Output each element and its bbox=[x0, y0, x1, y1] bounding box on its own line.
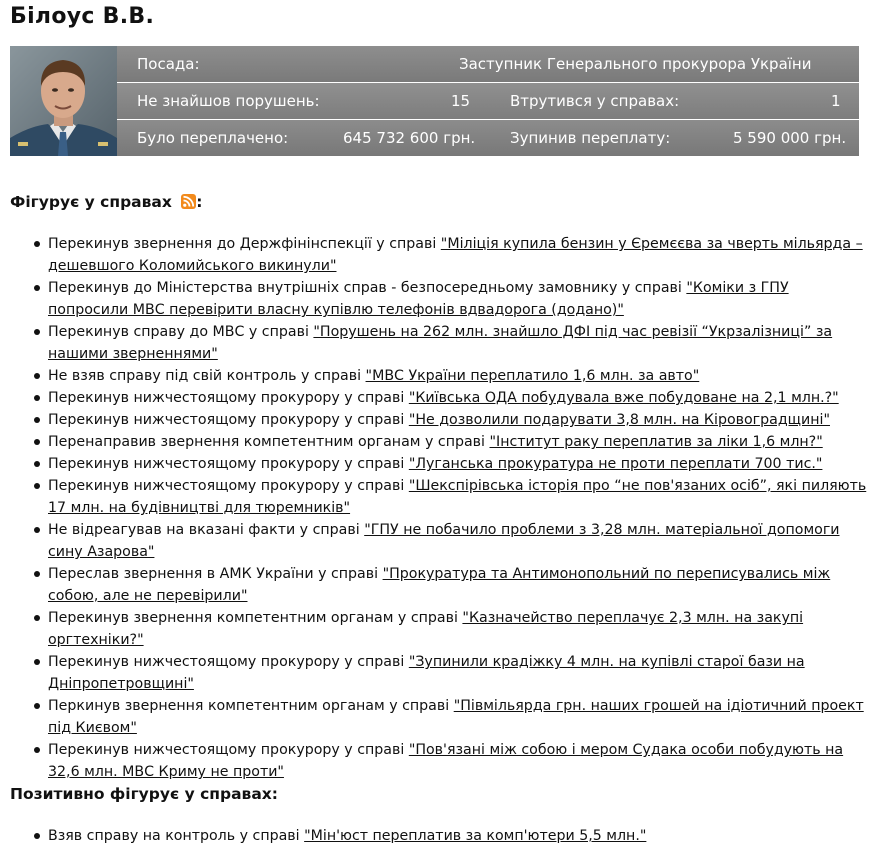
stopped-value: 5 590 000 грн. bbox=[733, 129, 847, 147]
profile-info bbox=[117, 46, 859, 156]
list-item bbox=[10, 321, 870, 365]
cases-section-label: Фігурує у справах bbox=[10, 193, 172, 211]
case-link[interactable]: "Шекспірівська історія про “не пов'язаних осіб”, які пиляють 17 млн. на будівництві для тюремників" bbox=[48, 478, 867, 516]
case-link[interactable]: "Не дозволили подарувати 3,8 млн. на Кіровоградщині" bbox=[408, 412, 830, 428]
case-action-text: Перекинув нижчестоящому прокурору у справі bbox=[48, 456, 409, 472]
case-action-text: Перекинув нижчестоящому прокурору у справі bbox=[48, 742, 409, 758]
case-action-text: Перекинув звернення до Держфінінспекції у справі bbox=[48, 236, 441, 252]
list-item bbox=[10, 365, 870, 387]
case-action-text: Перекинув до Міністерства внутрішніх справ - безпосередньому замовнику у справі bbox=[48, 280, 687, 296]
list-item bbox=[10, 519, 870, 563]
case-link[interactable]: "Прокуратура та Антимонопольний по переписувались між собою, але не перевірили" bbox=[48, 566, 831, 604]
positive-cases-list bbox=[10, 825, 870, 847]
case-link[interactable]: "Зупинили крадіжку 4 млн. на купівлі старої бази на Дніпропетровщині" bbox=[48, 654, 805, 692]
list-item bbox=[10, 409, 870, 431]
positive-section-title: Позитивно фігурує у справах: bbox=[10, 785, 278, 803]
case-action-text: Перекинув справу до МВС у справі bbox=[48, 324, 314, 340]
position-value: Заступник Генерального прокурора України bbox=[459, 55, 812, 73]
position-label: Посада: bbox=[137, 55, 200, 73]
case-action-text: Перекинув звернення компетентним органам у справі bbox=[48, 610, 463, 626]
case-link[interactable]: "Казначейство переплачує 2,3 млн. на закупі оргтехніки?" bbox=[48, 610, 804, 648]
list-item bbox=[10, 277, 870, 321]
case-action-text: Перенаправив звернення компетентним органам у справі bbox=[48, 434, 490, 450]
avatar bbox=[10, 46, 117, 156]
case-action-text: Не взяв справу під свій контроль у справі bbox=[48, 368, 366, 384]
case-link[interactable]: "ГПУ не побачило проблеми з 3,28 млн. матеріальної допомоги сину Азарова" bbox=[48, 522, 840, 560]
case-action-text: Перекинув нижчестоящому прокурору у справі bbox=[48, 390, 409, 406]
case-action-text: Не відреагував на вказані факти у справі bbox=[48, 522, 365, 538]
profile-card bbox=[10, 46, 859, 156]
list-item bbox=[10, 233, 870, 277]
case-link[interactable]: "Коміки з ГПУ попросили МВС перевірити власну купівлю телефонів вдвадорога (додано)" bbox=[48, 280, 789, 318]
overpaid-label: Було переплачено: bbox=[137, 129, 289, 147]
list-item bbox=[10, 651, 870, 695]
stats-row-2 bbox=[117, 120, 859, 156]
case-link[interactable]: "Інститут раку переплатив за ліки 1,6 млн?" bbox=[489, 434, 823, 450]
intervened-value: 1 bbox=[831, 92, 841, 110]
case-link[interactable]: "Пов'язані між собою і мером Судака особи побудують на 32,6 млн. МВС Криму не проти" bbox=[48, 742, 844, 780]
case-link[interactable]: "Луганська прокуратура не проти переплати 700 тис." bbox=[408, 456, 823, 472]
no-violations-value: 15 bbox=[451, 92, 471, 110]
case-action-text: Взяв справу на контроль у справі bbox=[48, 828, 305, 844]
list-item bbox=[10, 475, 870, 519]
case-link[interactable]: "Півмільярда грн. наших грошей на ідіотичний проект під Києвом" bbox=[48, 698, 864, 736]
list-item bbox=[10, 607, 870, 651]
case-action-text: Перекинув нижчестоящому прокурору у справі bbox=[48, 654, 409, 670]
list-item bbox=[10, 431, 870, 453]
case-action-text: Перекинув нижчестоящому прокурору у справі bbox=[48, 412, 409, 428]
no-violations-label: Не знайшов порушень: bbox=[137, 92, 320, 110]
page-title: Білоус В.В. bbox=[10, 4, 155, 29]
list-item bbox=[10, 387, 870, 409]
case-action-text: Переслав звернення в АМК України у справі bbox=[48, 566, 383, 582]
intervened-label: Втрутився у справах: bbox=[510, 92, 680, 110]
list-item bbox=[10, 739, 870, 783]
stats-row-1 bbox=[117, 83, 859, 119]
overpaid-value: 645 732 600 грн. bbox=[343, 129, 476, 147]
cases-section-colon: : bbox=[196, 193, 203, 211]
case-link[interactable]: "Міліція купила бензин у Єремєєва за чверть мільярда – дешевшого Коломийського викинули" bbox=[48, 236, 863, 274]
position-row bbox=[117, 46, 859, 82]
cases-list bbox=[10, 233, 870, 783]
list-item bbox=[10, 453, 870, 475]
case-action-text: Перекинув нижчестоящому прокурору у справі bbox=[48, 478, 409, 494]
list-item bbox=[10, 695, 870, 739]
case-link[interactable]: "МВС України переплатило 1,6 млн. за авто" bbox=[365, 368, 700, 384]
cases-section-title bbox=[10, 193, 203, 211]
rss-icon[interactable] bbox=[181, 194, 196, 209]
case-link[interactable]: "Порушень на 262 млн. знайшло ДФІ під час ревізії “Укрзалізниці” за нашими зверненнями" bbox=[48, 324, 833, 362]
list-item bbox=[10, 825, 870, 847]
list-item bbox=[10, 563, 870, 607]
stopped-label: Зупинив переплату: bbox=[510, 129, 671, 147]
case-action-text: Перкинув звернення компетентним органам у справі bbox=[48, 698, 454, 714]
case-link[interactable]: "Мін'юст переплатив за комп'ютери 5,5 млн." bbox=[304, 828, 647, 844]
case-link[interactable]: "Київська ОДА побудувала вже побудоване на 2,1 млн.?" bbox=[408, 390, 839, 406]
